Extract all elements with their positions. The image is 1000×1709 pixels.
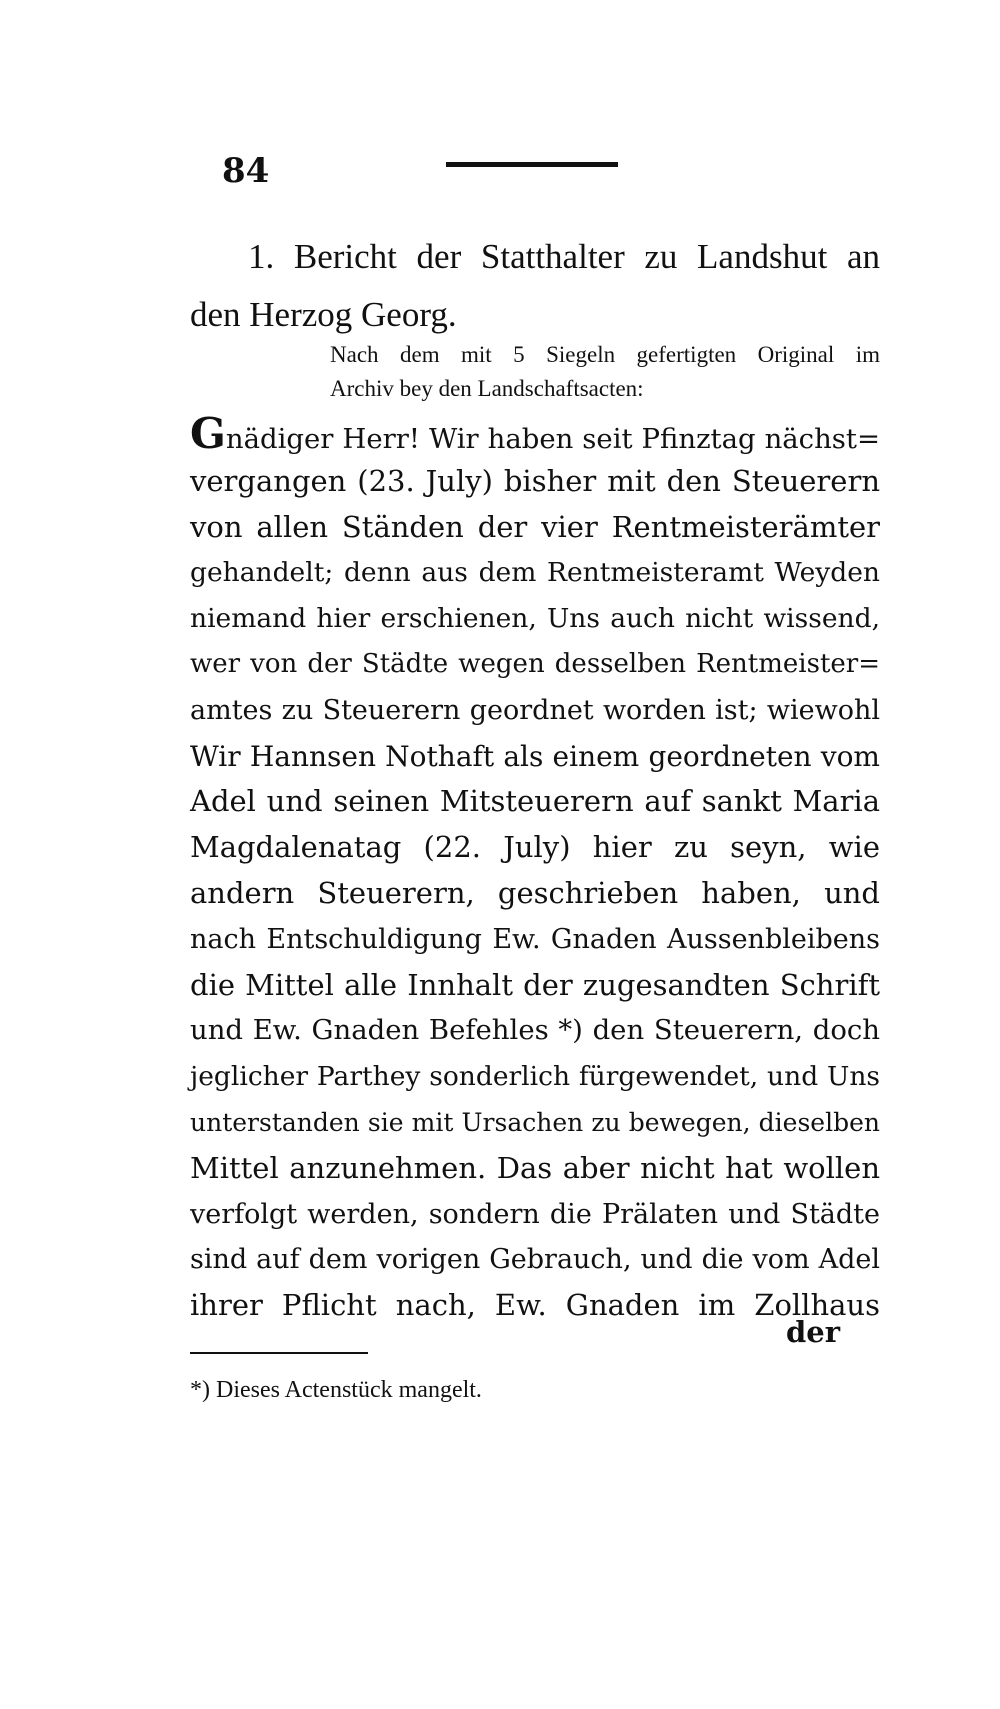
body-line: sind auf dem vorigen Gebrauch, und die vom Adel bbox=[190, 1244, 880, 1276]
body-line: amtes zu Steuerern geordnet worden ist; wiewohl bbox=[190, 694, 880, 726]
body-line: andern Steuerern, geschrieben haben, und bbox=[190, 875, 880, 910]
catchword: der bbox=[786, 1315, 841, 1349]
heading-line-2: den Herzog Georg. bbox=[190, 295, 457, 334]
body-line: verfolgt werden, sondern die Prälaten und Städte bbox=[190, 1198, 880, 1230]
body-line-1 bbox=[190, 409, 880, 459]
body-line: und Ew. Gnaden Befehles *) den Steuerern, doch bbox=[190, 1014, 880, 1047]
body-line-1-rest: nädiger Herr! Wir haben seit Pfinztag nächst= bbox=[225, 423, 880, 455]
source-note bbox=[330, 338, 880, 406]
body-line: jeglicher Parthey sonderlich fürgewendet, und Uns bbox=[190, 1061, 880, 1093]
body-line: unterstanden sie mit Ursachen zu bewegen, dieselben bbox=[190, 1107, 880, 1137]
page-number: 84 bbox=[222, 151, 270, 191]
document-heading bbox=[190, 228, 880, 344]
body-line: von allen Ständen der vier Rentmeisterämter bbox=[190, 509, 880, 544]
source-note-line-2: Archiv bey den Landschaftsacten: bbox=[330, 376, 644, 401]
body-line: Adel und seinen Mitsteuerern auf sankt Maria bbox=[190, 784, 880, 819]
body-text bbox=[190, 409, 880, 1329]
body-line: gehandelt; denn aus dem Rentmeisteramt Weyden bbox=[190, 557, 880, 589]
body-line: nach Entschuldigung Ew. Gnaden Aussenbleibens bbox=[190, 923, 880, 955]
body-line: ihrer Pflicht nach, Ew. Gnaden im Zollhaus bbox=[190, 1288, 880, 1323]
body-line: vergangen (23. July) bisher mit den Steuerern bbox=[190, 463, 880, 498]
header-rule bbox=[446, 162, 618, 167]
source-note-line-1: Nach dem mit 5 Siegeln gefertigten Original im bbox=[330, 342, 880, 367]
heading-line-1: 1. Bericht der Statthalter zu Landshut an bbox=[248, 237, 880, 276]
initial-letter: G bbox=[190, 409, 226, 458]
body-line: Magdalenatag (22. July) hier zu seyn, wie bbox=[190, 830, 880, 865]
body-line: Mittel anzunehmen. Das aber nicht hat wollen bbox=[190, 1150, 880, 1185]
footnote: *) Dieses Actenstück mangelt. bbox=[190, 1377, 482, 1403]
body-line: niemand hier erschienen, Uns auch nicht wissend, bbox=[190, 603, 880, 635]
body-line: wer von der Städte wegen desselben Rentmeister= bbox=[190, 648, 880, 679]
body-line: die Mittel alle Innhalt der zugesandten Schrift bbox=[190, 967, 880, 1002]
body-line: Wir Hannsen Nothaft als einem geordneten vom bbox=[190, 739, 880, 773]
footnote-rule bbox=[190, 1352, 368, 1354]
